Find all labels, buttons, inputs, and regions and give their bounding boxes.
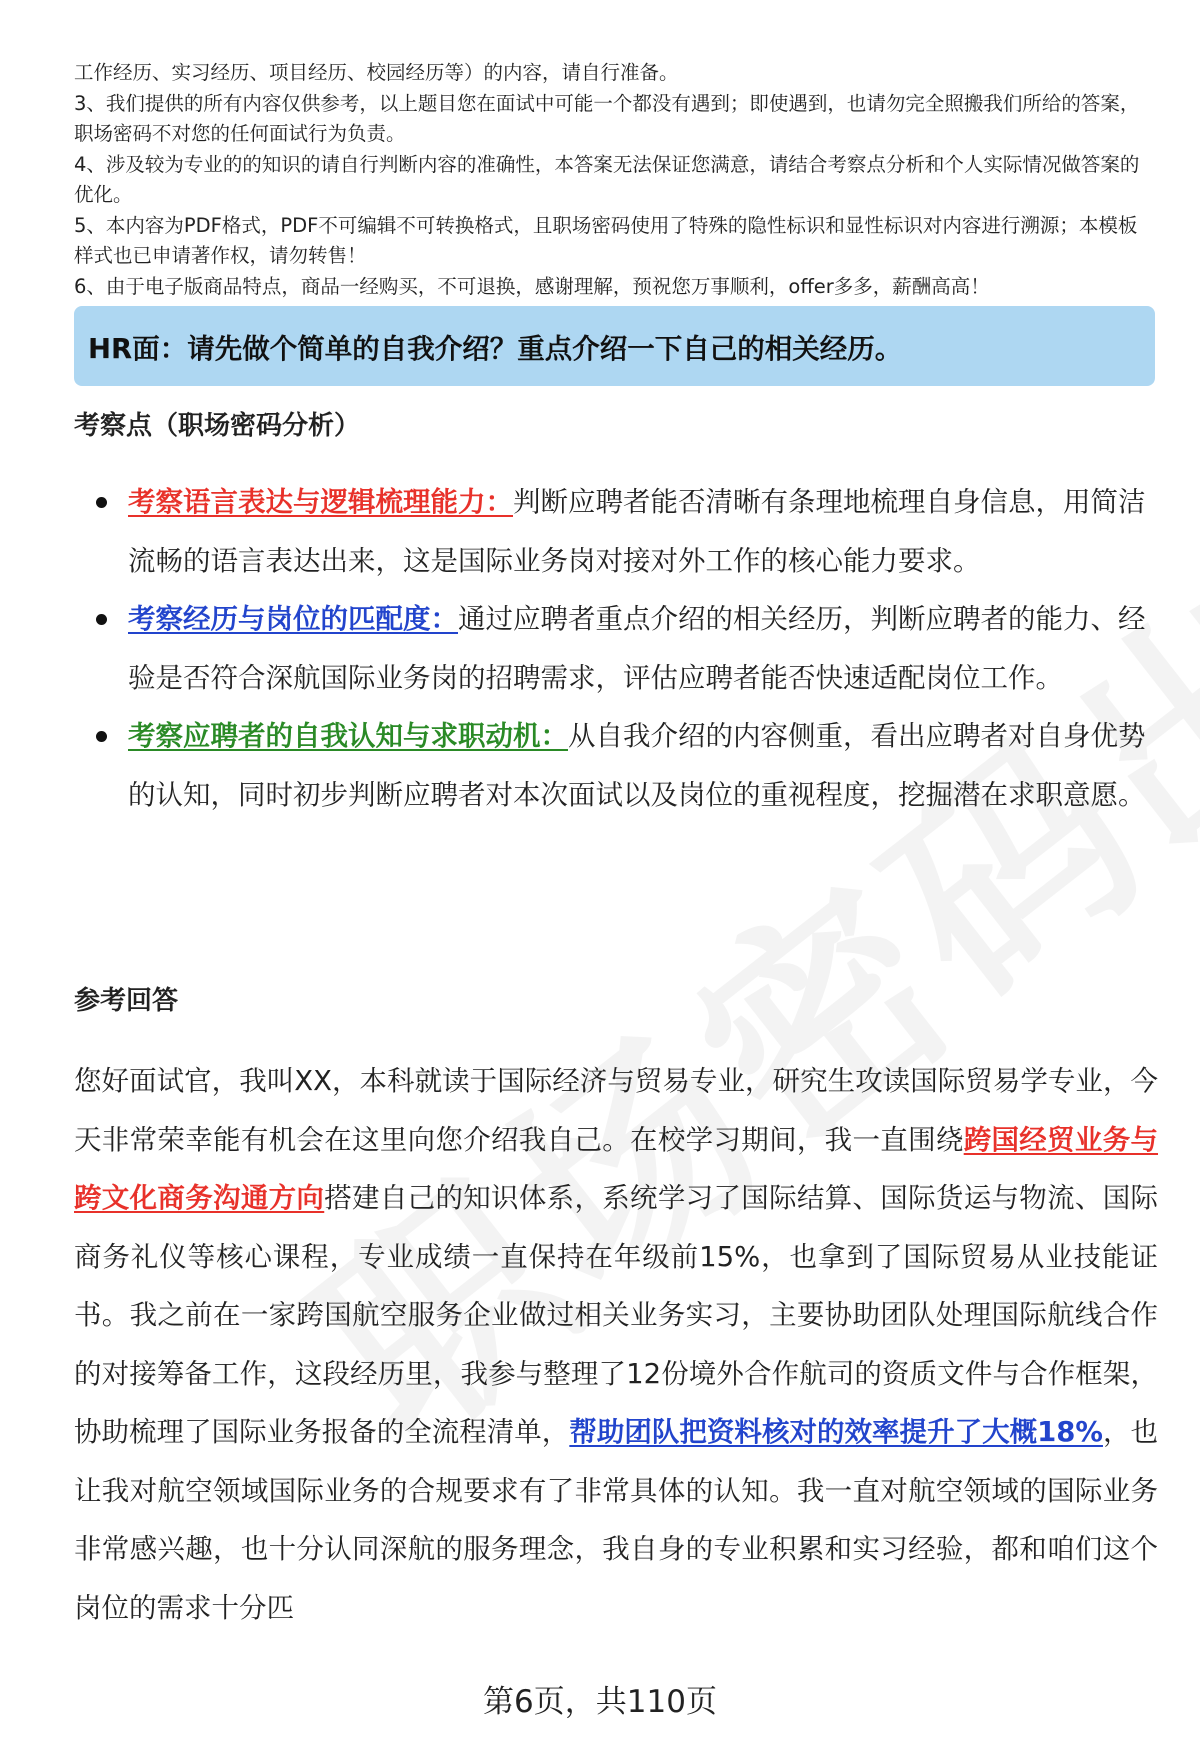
answer-heading: 参考回答: [74, 986, 179, 1016]
analysis-item: [96, 473, 1156, 590]
analysis-item-text: 从自我介绍的内容侧重，看出应聘者对自身优势的认知，同时初步判断应聘者对本次面试以及岗位的重视程度，挖掘潜在求职意愿。: [128, 720, 1146, 811]
analysis-list: [96, 473, 1156, 824]
answer-text: ，也让我对航空领域国际业务的合规要求有了非常具体的认知。我一直对航空领域的国际业务非常感兴趣，也十分认同深航的服务理念，我自身的专业积累和实习经验，都和咱们这个岗位的需求十分匹: [74, 1416, 1159, 1624]
answer-text: 您好面试官，我叫XX，本科就读于国际经济与贸易专业，研究生攻读国际贸易学专业，今天非常荣幸能有机会在这里向您介绍我自己。在校学习期间，我一直围绕: [74, 1065, 1158, 1156]
note-item: 工作经历、实习经历、项目经历、校园经历等）的内容，请自行准备。: [74, 61, 679, 84]
note-item: 4、涉及较为专业的的知识的请自行判断内容的准确性，本答案无法保证您满意，请结合考察点分析和个人实际情况做答案的优化。: [74, 152, 1140, 206]
note-item: 5、本内容为PDF格式，PDF不可编辑不可转换格式，且职场密码使用了特殊的隐性标识和显性标识对内容进行溯源；本模板样式也已申请著作权，请勿转售！: [74, 213, 1138, 267]
answer-highlight: 帮助团队把资料核对的效率提升了大概18%: [569, 1416, 1103, 1448]
analysis-item-lead: 考察应聘者的自我认知与求职动机：: [128, 720, 568, 752]
disclaimer-notes: [74, 58, 1154, 302]
analysis-item-lead: 考察经历与岗位的匹配度：: [128, 603, 458, 635]
question-text: HR面：请先做个简单的自我介绍？重点介绍一下自己的相关经历。: [88, 333, 903, 365]
analysis-heading: 考察点（职场密码分析）: [74, 411, 361, 441]
answer-highlight: 跨国经贸业务与跨文化商务沟通方向: [74, 1123, 1159, 1214]
analysis-item-text: 通过应聘者重点介绍的相关经历，判断应聘者的能力、经验是否符合深航国际业务岗的招聘需求，评估应聘者能否快速适配岗位工作。: [128, 603, 1146, 694]
bullet-icon: [96, 731, 107, 742]
answer-text: 搭建自己的知识体系，系统学习了国际结算、国际货运与物流、国际商务礼仪等核心课程，专业成绩一直保持在年级前15%，也拿到了国际贸易从业技能证书。我之前在一家跨国航空服务企业做过相关业务实习，主要协助团队处理国际航线合作的对接筹备工作，这段经历里，我参与整理了12份境外合作航司的资质文件与合作框架，协助梳理了国际业务报备的全流程清单，: [74, 1182, 1159, 1448]
note-item: 3、我们提供的所有内容仅供参考，以上题目您在面试中可能一个都没有遇到；即使遇到，也请勿完全照搬我们所给的答案，职场密码不对您的任何面试行为负责。: [74, 91, 1140, 145]
analysis-item-lead: 考察语言表达与逻辑梳理能力：: [128, 486, 513, 518]
page-number: 第6页，共110页: [483, 1684, 717, 1720]
bullet-icon: [96, 614, 107, 625]
bullet-icon: [96, 497, 107, 508]
question-banner: [74, 306, 1155, 386]
analysis-item-text: 判断应聘者能否清晰有条理地梳理自身信息，用简洁流畅的语言表达出来，这是国际业务岗对接对外工作的核心能力要求。: [128, 486, 1146, 577]
answer-paragraph: [74, 1052, 1158, 1637]
analysis-item: [96, 707, 1156, 824]
note-item: 6、由于电子版商品特点，商品一经购买，不可退换，感谢理解，预祝您万事顺利，offer多多，薪酬高高！: [74, 274, 990, 298]
analysis-item: [96, 590, 1156, 707]
